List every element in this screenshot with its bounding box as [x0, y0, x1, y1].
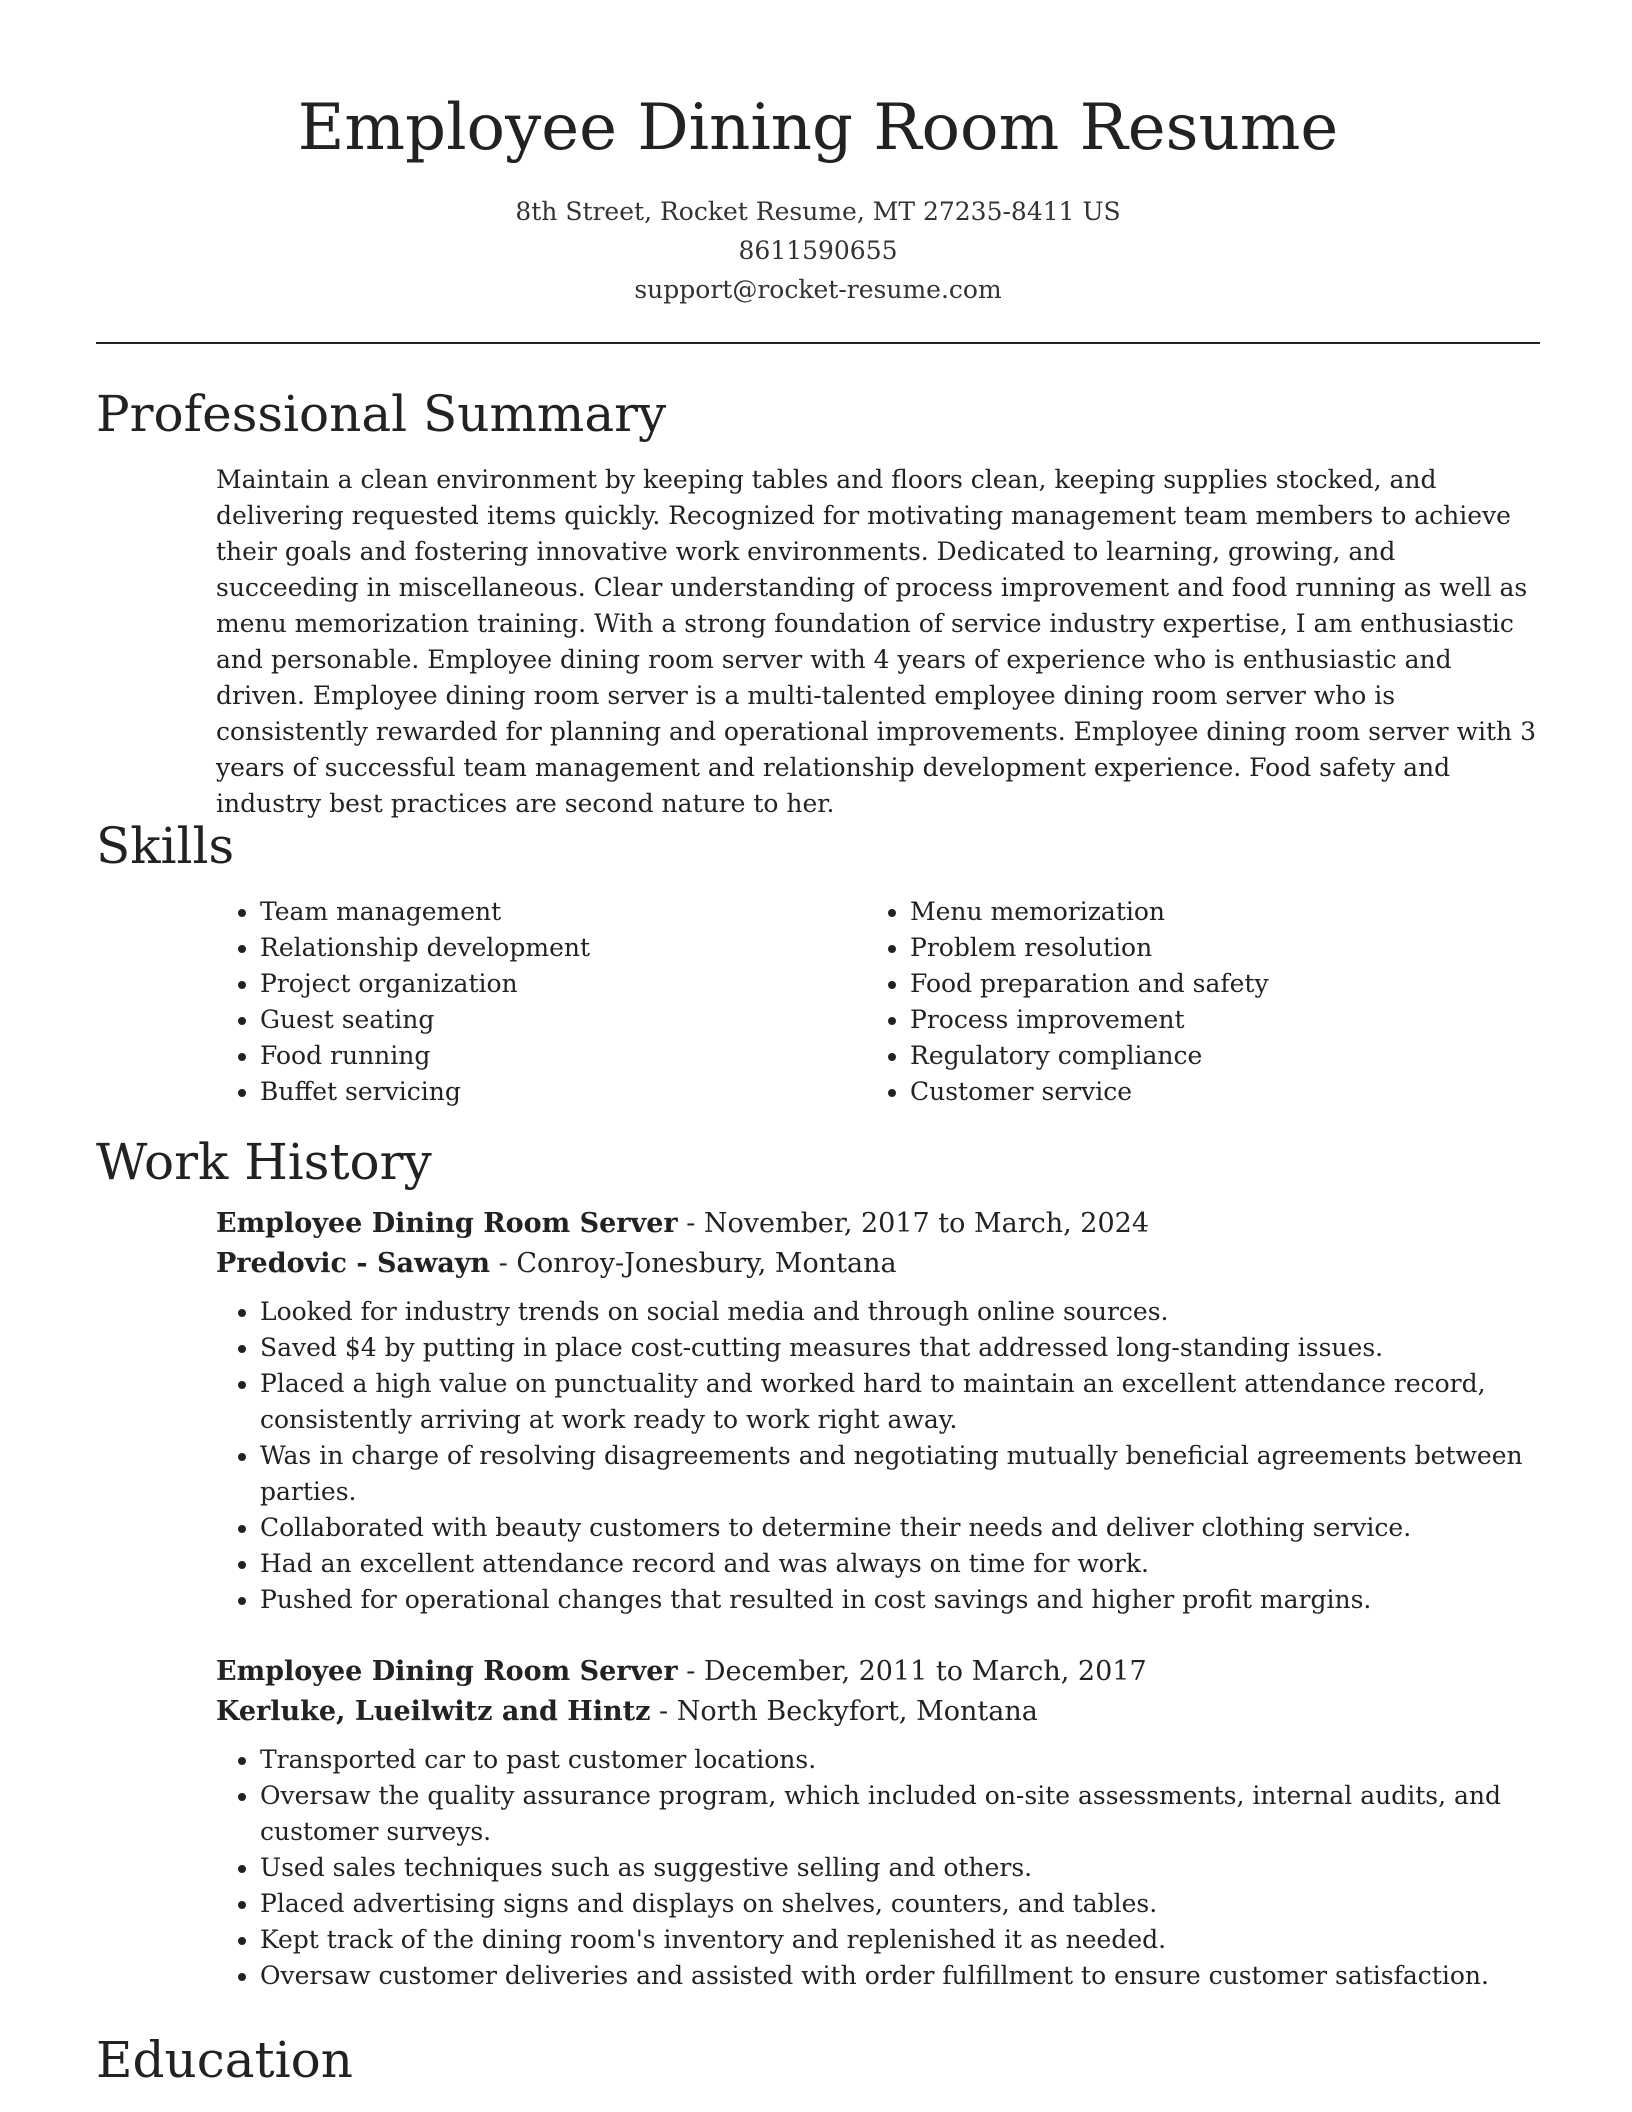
education-heading: Education — [96, 2031, 353, 2089]
job-location: - Conroy-Jonesbury, Montana — [490, 1248, 897, 1279]
list-item: • Oversaw customer deliveries and assisted with order fulfillment to ensure customer satisfaction. — [260, 1958, 1540, 1994]
job-title-line — [216, 1204, 1540, 1244]
skill-item: • Food preparation and safety — [910, 966, 1516, 1002]
skill-item: • Menu memorization — [910, 894, 1516, 930]
skill-item: • Food running — [260, 1038, 866, 1074]
list-item: • Had an excellent attendance record and was always on time for work. — [260, 1546, 1540, 1582]
contact-phone: 8611590655 — [738, 236, 898, 265]
skills-heading: Skills — [96, 817, 235, 875]
skills-column-right — [866, 894, 1516, 1110]
list-item: • Placed advertising signs and displays on shelves, counters, and tables. — [260, 1886, 1540, 1922]
list-item: • Oversaw the quality assurance program, which included on-site assessments, internal audits, and customer surveys. — [260, 1778, 1540, 1850]
skill-item: • Relationship development — [260, 930, 866, 966]
list-item: • Kept track of the dining room's inventory and replenished it as needed. — [260, 1922, 1540, 1958]
job-title-line — [216, 1652, 1540, 1692]
summary-text: Maintain a clean environment by keeping tables and floors clean, keeping supplies stocked, and delivering requested items quickly. Recognized for motivating management team members to achieve their goals and fostering innovative work environments. Dedicated to learning, growing, and succeeding in miscellaneous. Clear understanding of process improvement and food running as well as menu memorization training. With a strong foundation of service industry expertise, I am enthusiastic and personable. Employee dining room server with 4 years of experience who is enthusiastic and driven. Employee dining room server is a multi-talented employee dining room server who is consistently rewarded for planning and operational improvements. Employee dining room server with 3 years of successful team management and relationship development experience. Food safety and industry best practices are second nature to her. — [216, 465, 1536, 818]
list-item: • Pushed for operational changes that resulted in cost savings and higher profit margins. — [260, 1582, 1540, 1618]
skills-column-left — [216, 894, 866, 1110]
work-history-heading: Work History — [96, 1133, 432, 1191]
skill-item: • Buffet servicing — [260, 1074, 866, 1110]
job-dates: - December, 2011 to March, 2017 — [677, 1656, 1147, 1687]
skill-item: • Process improvement — [910, 1002, 1516, 1038]
job-entry — [216, 1204, 1540, 1618]
list-item: • Placed a high value on punctuality and worked hard to maintain an excellent attendance record, consistently arriving at work ready to work right away. — [260, 1366, 1540, 1438]
contact-address: 8th Street, Rocket Resume, MT 27235-8411 US — [515, 197, 1121, 226]
skill-item: • Guest seating — [260, 1002, 866, 1038]
job-entry — [216, 1652, 1540, 1994]
job-dates: - November, 2017 to March, 2024 — [677, 1208, 1150, 1239]
list-item: • Was in charge of resolving disagreements and negotiating mutually beneficial agreements between parties. — [260, 1438, 1540, 1510]
job-duties — [216, 1742, 1540, 1994]
contact-block — [96, 192, 1540, 309]
skill-item: • Customer service — [910, 1074, 1516, 1110]
skill-item: • Problem resolution — [910, 930, 1516, 966]
list-item: • Collaborated with beauty customers to determine their needs and deliver clothing service. — [260, 1510, 1540, 1546]
contact-email: support@rocket-resume.com — [634, 275, 1002, 304]
job-company: Kerluke, Lueilwitz and Hintz — [216, 1696, 651, 1727]
job-duties — [216, 1294, 1540, 1618]
skill-item: • Regulatory compliance — [910, 1038, 1516, 1074]
list-item: • Looked for industry trends on social media and through online sources. — [260, 1294, 1540, 1330]
skill-item: • Project organization — [260, 966, 866, 1002]
job-title: Employee Dining Room Server — [216, 1656, 678, 1687]
job-company: Predovic - Sawayn — [216, 1248, 491, 1279]
job-location: - North Beckyfort, Montana — [650, 1696, 1038, 1727]
job-company-line — [216, 1692, 1540, 1732]
list-item: • Transported car to past customer locations. — [260, 1742, 1540, 1778]
list-item: • Saved $4 by putting in place cost-cutting measures that addressed long-standing issues. — [260, 1330, 1540, 1366]
skill-item: • Team management — [260, 894, 866, 930]
job-title: Employee Dining Room Server — [216, 1208, 678, 1239]
header-divider — [96, 342, 1540, 344]
list-item: • Used sales techniques such as suggestive selling and others. — [260, 1850, 1540, 1886]
job-company-line — [216, 1244, 1540, 1284]
resume-title: Employee Dining Room Resume — [297, 91, 1339, 165]
skills-list — [216, 894, 1540, 1110]
summary-heading: Professional Summary — [96, 385, 667, 443]
